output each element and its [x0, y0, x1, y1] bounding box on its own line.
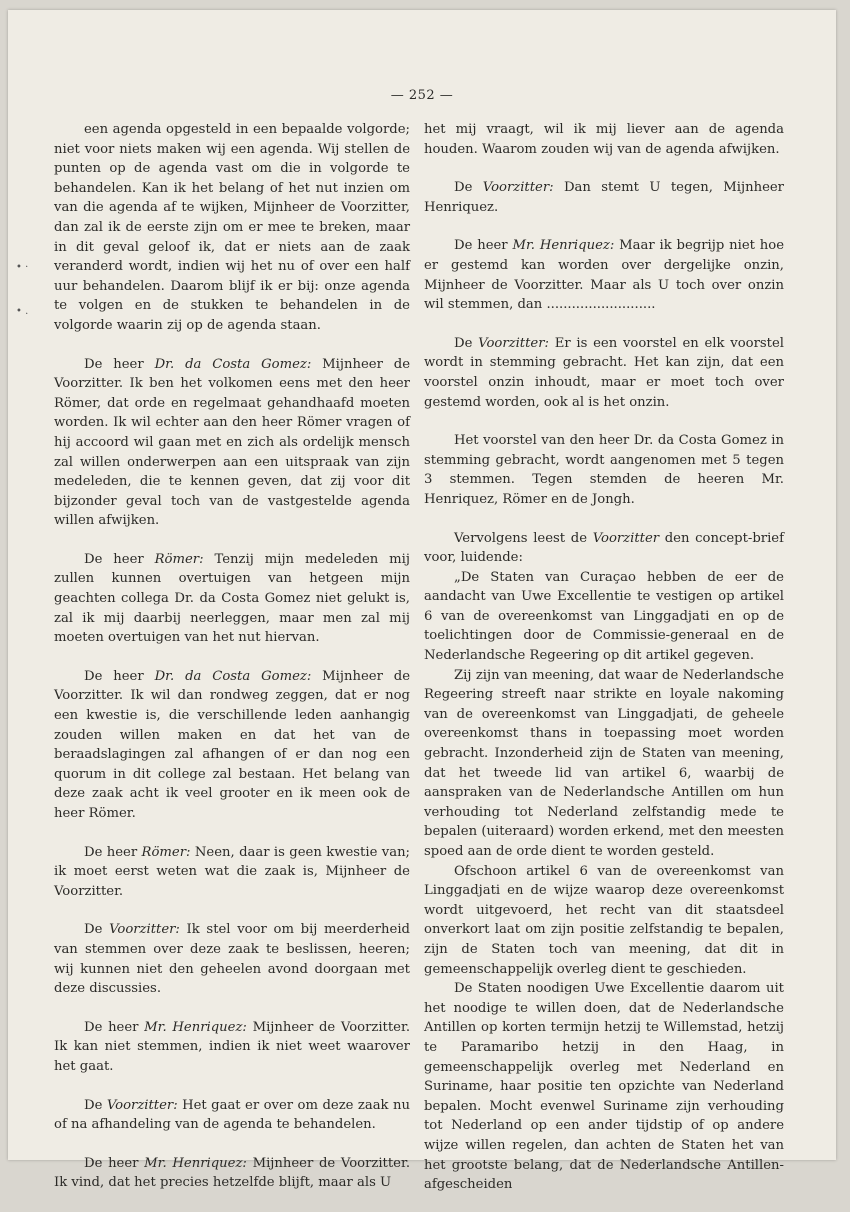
page-number: — 252 —: [390, 88, 454, 103]
paragraph: een agenda opgesteld in een bepaalde volgorde; niet voor niets maken wij een agenda. Wij stellen de punten op de agenda vast om die in volgorde te behandelen. Kan ik het belang of het nut inzien om van die agenda af te wijken, Mijnheer de Voorzitter, dan zal ik de eerste zijn om er mee te breken, maar in dit geval geloof ik, dat er niets aan de zaak veranderd wordt, indien wij het nu of over een half uur behandelen. Daarom blijf ik er bij: onze agenda te volgen en de stukken te behandelen in de volgorde waarin zij op de agenda staan.: [54, 122, 410, 333]
speaker-name: Mr. Henriquez:: [144, 1155, 247, 1171]
paragraph: De heer Dr. da Costa Gomez: Mijnheer de Voorzitter. Ik wil dan rondweg zeggen, dat er nog een kwestie is, die verschillende leden aanhangig zouden willen maken en dat het van de beraadslagingen zal afhangen of er dan nog een quorum in dit college zal bestaan. Het belang van deze zaak acht ik veel grooter en ik meen ook de heer Römer.: [54, 668, 411, 821]
paragraph: De heer Mr. Henriquez: Maar ik begrijp niet hoe er gestemd kan worden over dergelijke onzin, Mijnheer de Voorzitter. Maar als U toch over onzin wil stemmen, dan ..........................: [424, 238, 784, 313]
speaker-name: Dr. da Costa Gomez:: [154, 668, 312, 684]
paragraph: De heer Römer: Neen, daar is geen kwestie van; ik moet eerst weten wat die zaak is, Mijnheer de Voorzitter.: [54, 844, 411, 899]
paragraph: De heer Mr. Henriquez: Mijnheer de Voorzitter. Ik kan niet stemmen, indien ik niet weet waarover het gaat.: [54, 1019, 411, 1074]
speaker-name: Voorzitter:: [109, 922, 180, 938]
letter-paragraph: Zij zijn van meening, dat waar de Nederlandsche Regeering streeft naar strikte en loyale nakoming van de overeenkomst van Linggadjati, de geheele overeenkomst thans in toepassing moet worden gebracht. Inzonderheid zijn de Staten van meening, dat het tweede lid van artikel 6, waarbij de aanspraken van de Nederlandsche Antillen om hun verhouding tot Nederland zelfstandig mede te bepalen (uiteraard) worden erkend, met den meesten spoed aan de orde dient te worden gesteld.: [424, 667, 784, 859]
speaker-name: Voorzitter:: [482, 180, 554, 196]
paragraph: De Voorzitter: Er is een voorstel en elk voorstel wordt in stemming gebracht. Het kan zijn, dat een voorstel onzin inhoudt, maar er moet toch over gestemd worden, ook al is het onzin.: [424, 335, 784, 410]
paragraph: De heer Mr. Henriquez: Mijnheer de Voorzitter. Ik vind, dat het precies hetzelfde blijft, maar als U: [54, 1155, 411, 1191]
speaker-name: Voorzitter: [592, 530, 660, 546]
speaker-name: Römer:: [154, 551, 204, 567]
paragraph: Het voorstel van den heer Dr. da Costa Gomez in stemming gebracht, wordt aangenomen met 5 tegen 3 stemmen. Tegen stemden de heeren Mr. Henriquez, Römer en de Jongh.: [424, 433, 784, 507]
speaker-name: Dr. da Costa Gomez:: [154, 356, 312, 372]
paragraph: De heer Dr. da Costa Gomez: Mijnheer de Voorzitter. Ik ben het volkomen eens met den heer Römer, dat orde en regelmaat gehandhaafd moeten worden. Ik wil echter aan den heer Römer vragen of hij accoord wil gaan met en zich als ordelijk mensch zal willen onderwerpen aan een uitspraak van zijn medeleden, die te kennen geven, dat zij voor dit bijzonder geval toch van de vastgestelde agenda willen afwijken.: [54, 356, 411, 529]
right-column: [424, 120, 784, 1195]
letter-paragraph: „De Staten van Curaçao hebben de eer de aandacht van Uwe Excellentie te vestigen op artikel 6 van de overeenkomst van Linggadjati en op de toelichtingen door de Commissie-generaal en de Nederlandsche Regeering op dit artikel gegeven.: [424, 569, 784, 664]
left-column: [54, 120, 410, 1212]
margin-mark: • .: [16, 306, 29, 317]
letter-paragraph: De Staten noodigen Uwe Excellentie daarom uit het noodige te willen doen, dat de Nederlandsche Antillen op korten termijn hetzij te Willemstad, hetzij te Paramaribo hetzij in den Haag, in gemeenschappelijk overleg met Nederland en Suriname, haar positie ten opzichte van Nederland bepalen. Mocht evenwel Suriname zijn verhouding tot Nederland op een ander tijdstip of op andere wijze willen regelen, dan achten de Staten het van het grootste belang, dat de Nederlandsche Antillen-afgescheiden: [424, 981, 784, 1193]
speaker-name: Mr. Henriquez:: [144, 1019, 247, 1035]
paragraph: De heer Römer: Tenzij mijn medeleden mij zullen kunnen overtuigen van hetgeen mijn geachten collega Dr. da Costa Gomez niet gelukt is, zal ik mij daarbij neerleggen, maar men zal mij moeten overtuigen van het nut hiervan.: [54, 551, 410, 646]
speaker-name: Voorzitter:: [478, 335, 549, 351]
speaker-name: Römer:: [141, 844, 191, 860]
paragraph: De Voorzitter: Ik stel voor om bij meerderheid van stemmen over deze zaak te beslissen, heeren; wij kunnen niet den geheelen avond doorgaan met deze discussies.: [54, 922, 410, 997]
letter-paragraph: Ofschoon artikel 6 van de overeenkomst van Linggadjati en de wijze waarop deze overeenkomst wordt uitgevoerd, het recht van dit staatsdeel onverkort laat om zijn positie zelfstandig te bepalen, zijn de Staten toch van meening, dat dit in gemeenschappelijk overleg dient te geschieden.: [424, 863, 784, 977]
document-page: [8, 10, 836, 1193]
paragraph: Vervolgens leest de Voorzitter den concept-brief voor, luidende:: [424, 530, 784, 566]
speaker-name: Mr. Henriquez:: [512, 238, 615, 254]
margin-mark: • ·: [16, 262, 29, 273]
paragraph: het mij vraagt, wil ik mij liever aan de agenda houden. Waarom zouden wij van de agenda afwijken.: [424, 122, 784, 157]
paragraph: De Voorzitter: Dan stemt U tegen, Mijnheer Henriquez.: [424, 180, 784, 215]
speaker-name: Voorzitter:: [106, 1097, 178, 1113]
paragraph: De Voorzitter: Het gaat er over om deze zaak nu of na afhandeling van de agenda te behandelen.: [54, 1097, 410, 1133]
